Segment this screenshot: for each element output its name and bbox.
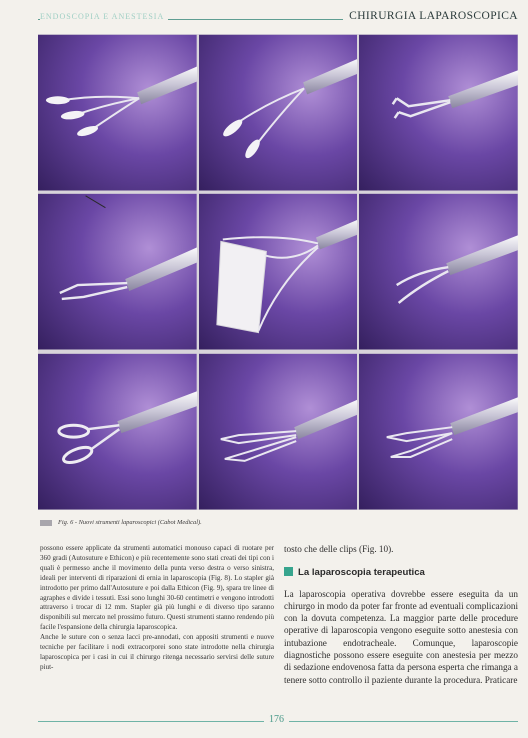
page-number: 176 <box>264 714 289 725</box>
two-spoon-retractor-icon <box>199 34 358 191</box>
caption-marker <box>40 520 52 526</box>
figure-photo-grid <box>38 34 518 510</box>
clamp-jaws-icon <box>38 193 197 350</box>
left-text-column <box>40 544 274 673</box>
curved-grasper-icon <box>359 193 518 350</box>
instrument-photo-8 <box>199 353 358 510</box>
instrument-photo-1 <box>38 34 197 191</box>
section-square-icon <box>284 567 293 576</box>
section-heading-text: La laparoscopia terapeutica <box>298 567 425 579</box>
instrument-photo-4 <box>38 193 197 350</box>
instrument-photo-6 <box>359 193 518 350</box>
three-spoon-retractor-icon <box>38 34 197 191</box>
hook-grasper-icon <box>359 34 518 191</box>
left-paragraph-1: possono essere applicate da strumenti automatici monouso capaci di ruotare per 360 gradi (Autosuture e Ethicon) e più recentemente sono stati creati dei tipi con i quali è permesso anche il movimento della punta verso destra o verso sinistra, ideali per interventi di riparazioni di ernia in laparoscopia (Fig. 8). Lo stapler già introdotto per primo dall'Autosuture e poi dalla Ethicon (Fig. 9), spara tre linee di agraphes e divide i tessuti. Essi sono lunghi 30-60 centimetri e vengono introdotti attraverso i trocar di 12 mm. Stapler già più lunghi e di diverso tipo saranno disponibili sul mercato nel prossimo futuro. Questi strumenti stanno rendendo più facile l'espansione della chirurgia laparoscopica. <box>40 544 274 632</box>
instrument-photo-9 <box>359 353 518 510</box>
instrument-photo-3 <box>359 34 518 191</box>
instrument-photo-7 <box>38 353 197 510</box>
ring-forceps-icon <box>38 353 197 510</box>
running-header <box>38 8 518 26</box>
page-title: CHIRURGIA LAPAROSCOPICA <box>343 10 518 22</box>
right-paragraph-start: tosto che delle clips (Fig. 10). <box>284 544 394 554</box>
page-footer <box>38 714 518 728</box>
fenestrated-grasper-icon <box>199 353 358 510</box>
figure-caption <box>40 519 202 526</box>
left-paragraph-2: Anche le suture con o senza lacci pre-annodati, con appositi strumenti e nuove tecniche per facilitare i nodi extracorporei sono state introdotte nella chirurgia laparoscopica per i casi in cui il chirurgo ritenga necessario servirsi delle suture piut- <box>40 633 274 671</box>
fenestrated-dissector-icon <box>359 353 518 510</box>
instrument-photo-2 <box>199 34 358 191</box>
figure-caption-text: Fig. 6 - Nuovi strumenti laparoscopici (Cabot Medical). <box>58 519 202 526</box>
instrument-photo-5 <box>199 193 358 350</box>
right-paragraph: La laparoscopia operativa dovrebbe essere eseguita da un chirurgo in modo da poter far fronte ad eventuali complicazioni con la dovuta competenza. La maggior parte delle procedure operative di laparoscopia vengono eseguite sotto anestesia con intubazione endotracheale. Comunque, laparoscopie diagnostiche possono essere eseguite con anestesia per mezzo di sedazione endovenosa fatta da persona esperta che rimanga a tenere sotto controllo il paziente durante la procedura. Praticare <box>284 588 518 685</box>
right-text-column <box>284 543 518 686</box>
running-head-faint: ENDOSCOPIA E ANESTESIA <box>40 12 168 21</box>
fan-retractor-with-pad-icon <box>199 193 358 350</box>
section-heading <box>284 567 518 579</box>
